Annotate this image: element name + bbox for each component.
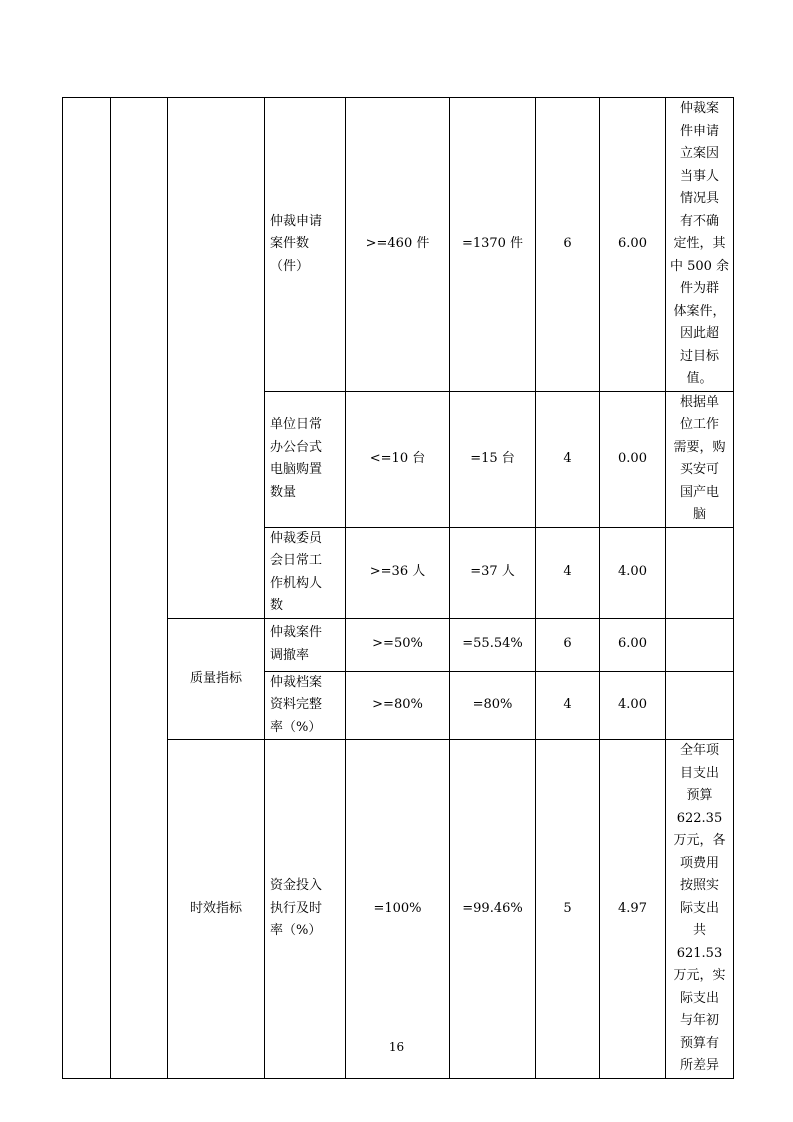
target-value-cell: >=50%: [346, 618, 450, 671]
category-cell-quantity: [168, 98, 265, 619]
score-cell: 6.00: [600, 618, 666, 671]
target-value-cell: >=80%: [346, 671, 450, 740]
weight-cell: 4: [536, 391, 600, 527]
score-cell: 4.00: [600, 671, 666, 740]
weight-cell: 6: [536, 98, 600, 392]
level1-indicator-cell: [63, 98, 111, 1079]
deviation-note-cell: [666, 527, 734, 618]
actual-value-cell: =55.54%: [450, 618, 536, 671]
performance-indicator-table: [62, 97, 734, 1079]
score-cell: 6.00: [600, 98, 666, 392]
indicator-name-cell: 单位日常 办公台式 电脑购置 数量: [265, 391, 346, 527]
target-value-cell: <=10 台: [346, 391, 450, 527]
target-value-cell: =100%: [346, 740, 450, 1079]
weight-cell: 4: [536, 671, 600, 740]
actual-value-cell: =37 人: [450, 527, 536, 618]
actual-value-cell: =15 台: [450, 391, 536, 527]
deviation-note-cell: 全年项 目支出 预算 622.35 万元，各 项费用 按照实 际支出 共 621.53 万元，实 际支出 与年初 预算有 所差异: [666, 740, 734, 1079]
score-cell: 0.00: [600, 391, 666, 527]
actual-value-cell: =99.46%: [450, 740, 536, 1079]
weight-cell: 6: [536, 618, 600, 671]
weight-cell: 4: [536, 527, 600, 618]
score-cell: 4.00: [600, 527, 666, 618]
indicator-name-cell: 仲裁案件 调撤率: [265, 618, 346, 671]
page-number: 16: [388, 1040, 405, 1054]
actual-value-cell: =1370 件: [450, 98, 536, 392]
actual-value-cell: =80%: [450, 671, 536, 740]
indicator-name-cell: 仲裁档案 资料完整 率（%）: [265, 671, 346, 740]
weight-cell: 5: [536, 740, 600, 1079]
level2-indicator-cell: [111, 98, 168, 1079]
indicator-name-cell: 资金投入 执行及时 率（%）: [265, 740, 346, 1079]
category-cell-timeliness: 时效指标: [168, 740, 265, 1079]
target-value-cell: >=460 件: [346, 98, 450, 392]
score-cell: 4.97: [600, 740, 666, 1079]
category-cell-quality: 质量指标: [168, 618, 265, 740]
deviation-note-cell: 根据单 位工作 需要，购 买安可 国产电 脑: [666, 391, 734, 527]
table-row: [63, 98, 734, 392]
target-value-cell: >=36 人: [346, 527, 450, 618]
deviation-note-cell: 仲裁案 件申请 立案因 当事人 情况具 有不确 定性，其 中 500 余 件为群 体案件， 因此超 过目标 值。: [666, 98, 734, 392]
indicator-name-cell: 仲裁申请 案件数 （件）: [265, 98, 346, 392]
indicator-name-cell: 仲裁委员 会日常工 作机构人 数: [265, 527, 346, 618]
deviation-note-cell: [666, 671, 734, 740]
deviation-note-cell: [666, 618, 734, 671]
